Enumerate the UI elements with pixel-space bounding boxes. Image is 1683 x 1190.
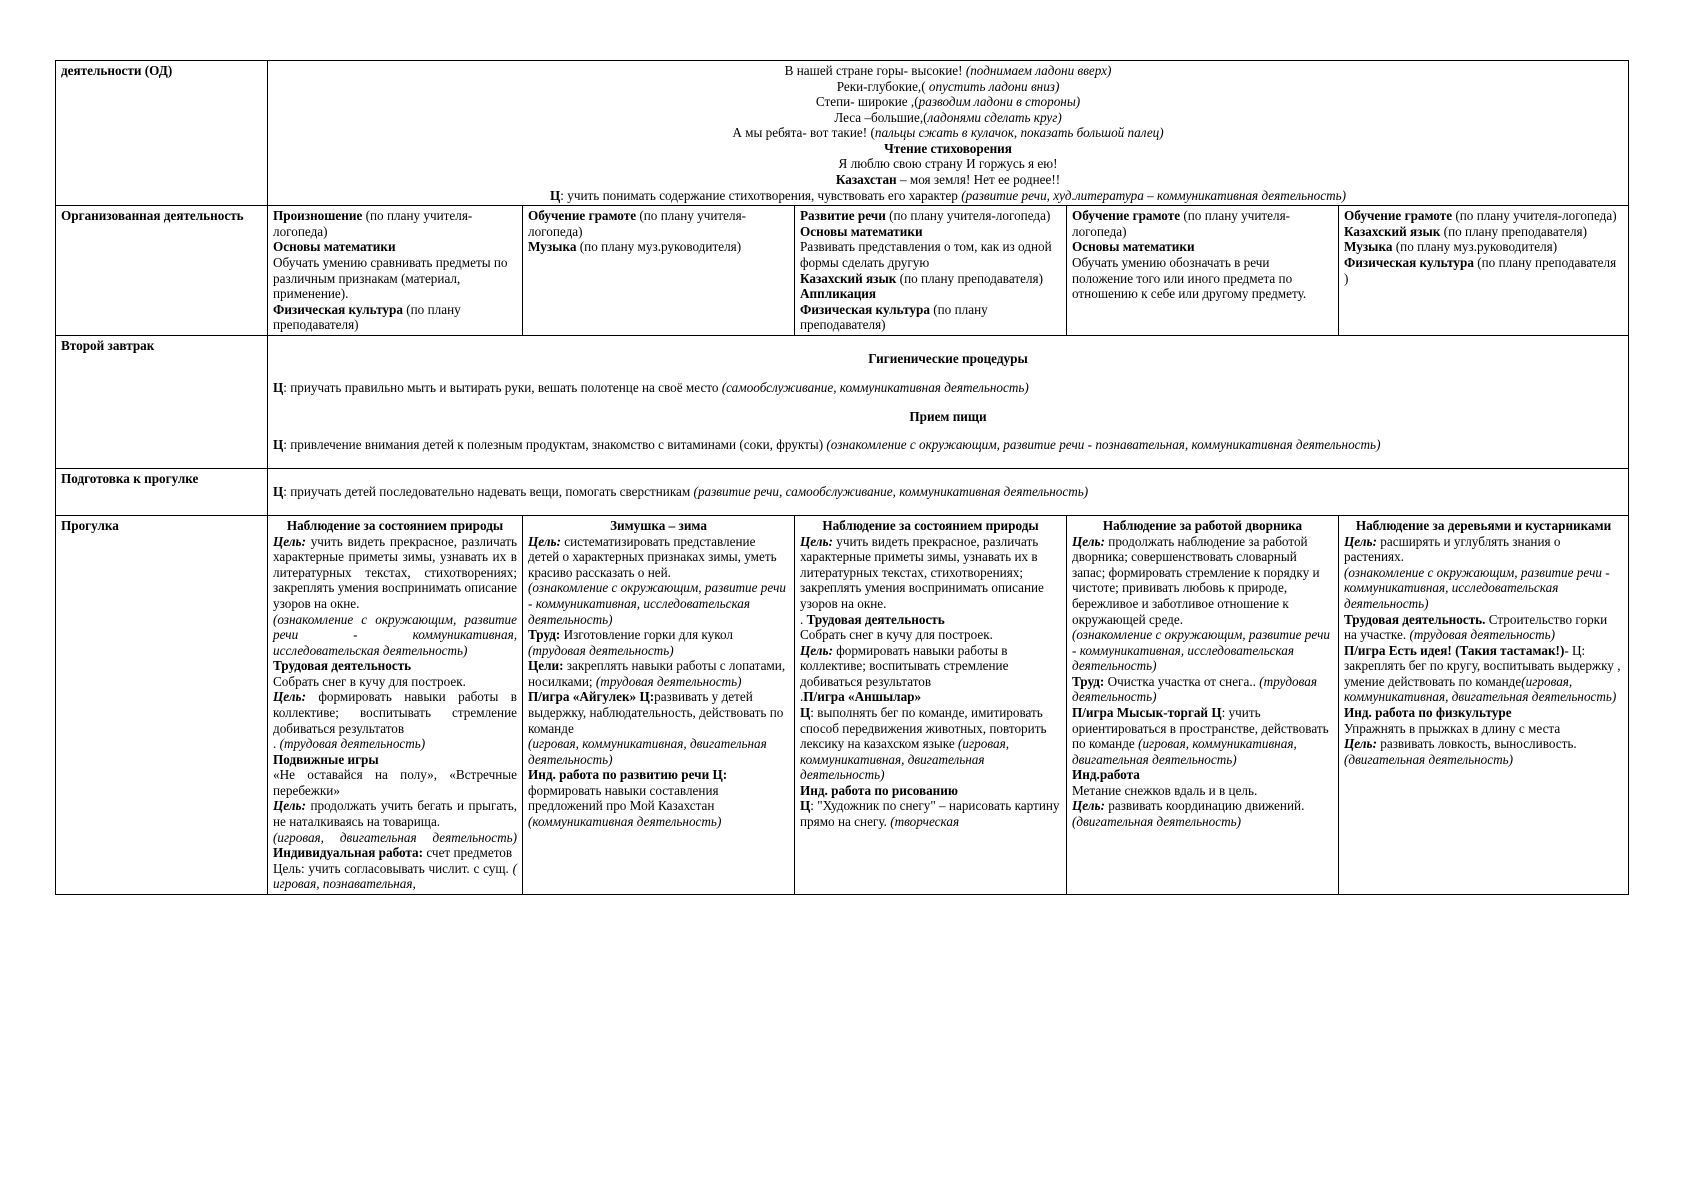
- subject-name: Физическая культура: [800, 301, 930, 317]
- walk-entry: [273, 752, 517, 768]
- walk-entry-text: формировать навыки работы в коллективе; воспитывать стремление добиваться результатов: [273, 689, 517, 736]
- walk-entry: [273, 674, 517, 690]
- poem-line-plain: А мы ребята- вот такие! (: [732, 125, 875, 141]
- subject-detail: (по плану преподавателя): [273, 301, 461, 333]
- walk-entry-text-2: счет предметов: [423, 845, 513, 861]
- subject-entry: [1344, 255, 1623, 286]
- poem-line: [273, 94, 1623, 110]
- subject-entry: [528, 239, 789, 255]
- walk-entry-goal-label: Цель:: [273, 533, 306, 549]
- walk-entry: [273, 534, 517, 612]
- walk-entry-heading: Подвижные игры: [273, 751, 379, 767]
- walk-entry-text: продолжать учить бегать и прыгать, не наталкиваясь на товарища.: [273, 798, 517, 830]
- walk-entry: [800, 643, 1061, 690]
- hygiene-goal-italic: (самообслуживание, коммуникативная деятельность): [721, 379, 1029, 395]
- walk-entry-italic-2: (трудовая деятельность): [1072, 673, 1317, 705]
- walk-entry-text: Строительство горки на участке.: [1344, 611, 1608, 643]
- row-label-walk: [56, 516, 268, 895]
- walk-entry-italic-2: (трудовая деятельность): [279, 736, 426, 752]
- subject-detail: (по плану муз.руководителя): [576, 239, 742, 255]
- subject-name: Казахский язык: [800, 270, 897, 286]
- walk-entry-italic-2: (игровая, коммуникативная, двигательная деятельность): [800, 736, 1010, 783]
- walk-entry: [800, 612, 1061, 628]
- walk-entry-text: Изготовление горки для кукол: [560, 627, 733, 643]
- walk-entry-goal-label: Цель:: [1344, 736, 1377, 752]
- subject-detail: Обучать умению обозначать в речи положение того или иного предмета по отношению к себе или другому предмету.: [1072, 254, 1307, 302]
- walk-entry: [800, 705, 1061, 783]
- walk-col-title: Наблюдение за работой дворника: [1102, 518, 1303, 534]
- walk-entry-text: систематизировать представление детей о характерных признаках зимы, уметь красиво рассказать о ней.: [528, 533, 777, 580]
- walk-prep-goal-text: : приучать детей последовательно надевать вещи, помогать сверстникам: [283, 484, 694, 500]
- subject-name: Основы математики: [1072, 239, 1195, 255]
- walk-col-title: Зимушка – зима: [610, 518, 707, 534]
- walk-entry-italic: (двигательная деятельность): [1072, 814, 1242, 830]
- reading-line-2-rest: – моя земля! Нет ее роднее!!: [896, 172, 1061, 188]
- row-label-breakfast-text: Второй завтрак: [61, 337, 155, 353]
- walk-entry-text: формировать навыки составления предложений про Мой Казахстан: [528, 782, 719, 814]
- walk-entry-heading-2: Трудовая деятельность: [806, 611, 945, 627]
- walk-entry: [1344, 736, 1623, 752]
- table-row-od: [56, 61, 1629, 206]
- walk-entry: [800, 534, 1061, 612]
- subject-name: Аппликация: [800, 286, 877, 302]
- walk-entry-italic-2: (творческая: [890, 814, 960, 830]
- subject-name: Физическая культура: [1344, 254, 1474, 270]
- table-row-walk: [56, 516, 1629, 895]
- daily-plan-table: [55, 60, 1629, 895]
- table-row-organized: [56, 206, 1629, 336]
- meal-goal-italic: (ознакомление с окружающим, развитие речи - познавательная, коммуникативная деятельность): [826, 437, 1381, 453]
- walk-entry-text: формировать навыки работы в коллективе; воспитывать стремление добиваться результатов: [800, 642, 1009, 689]
- subject-entry: [273, 208, 517, 239]
- row-label-walk-text: Прогулка: [61, 518, 119, 534]
- poem-line: [273, 79, 1623, 95]
- walk-entry: [1072, 627, 1333, 674]
- walk-entry: [528, 658, 789, 689]
- walk-entry-italic-2: (игровая, коммуникативная, двигательная деятельность): [1072, 736, 1297, 767]
- walk-entry-goal-label: Цель:: [273, 689, 306, 705]
- reading-line-1: Я люблю свою страну И горжусь я ею!: [838, 156, 1058, 172]
- walk-entry-italic: (ознакомление с окружающим, развитие речи - коммуникативная, исследовательская деятельность): [1072, 627, 1330, 674]
- subject-name: Музыка: [1344, 239, 1393, 255]
- walk-entry-goal-label: Цель:: [1072, 798, 1105, 814]
- walk-entry-italic: (ознакомление с окружающим, развитие речи - коммуникативная, исследовательская деятельность): [528, 580, 786, 627]
- walk-entry-text: Собрать снег в кучу для построек.: [800, 627, 993, 643]
- subject-entry: [800, 271, 1061, 287]
- subject-entry: [1344, 239, 1623, 255]
- organized-col-5: [1339, 206, 1629, 336]
- walk-entry: [1344, 565, 1623, 612]
- walk-entry-italic-2: (трудовая деятельность): [595, 673, 742, 689]
- walk-entry-text: учить видеть прекрасное, различать характерные приметы зимы, узнавать их в литературных текстах, стихотворениях; закреплять умения воспринимать описание узоров на окне.: [800, 533, 1044, 611]
- walk-entry-text: закреплять навыки работы с лопатами, носилками;: [528, 658, 786, 689]
- subject-name: Обучение грамоте: [1344, 208, 1453, 224]
- walk-entry: [528, 689, 789, 736]
- walk-entry-italic: (двигательная деятельность): [1344, 751, 1514, 767]
- walk-prep-content-cell: [268, 469, 1629, 516]
- od-content-cell: [268, 61, 1629, 206]
- subject-detail: (по плану учителя-логопеда): [1452, 208, 1617, 224]
- subject-detail: Развивать представления о том, как из одной формы сделать другую: [800, 239, 1052, 270]
- walk-entry-text: Собрать снег в кучу для построек.: [273, 673, 466, 689]
- poem-line-plain: В нашей стране горы- высокие!: [784, 63, 963, 78]
- walk-entry-text: : выполнять бег по команде, имитировать способ передвижения животных, повторить лексику на казахском языке: [800, 704, 1047, 752]
- organized-col-4: [1067, 206, 1339, 336]
- subject-name: Музыка: [528, 239, 577, 255]
- walk-entry-text: расширять и углублять знания о растениях.: [1344, 533, 1561, 565]
- poem-block: [273, 63, 1623, 141]
- od-goal-line: [273, 188, 1623, 204]
- subject-detail: Обучать умению сравнивать предметы по различным признакам (материал, применение).: [273, 254, 508, 302]
- walk-entry-goal-label: Цель:: [800, 642, 833, 658]
- walk-entry-heading: Трудовая деятельность.: [1344, 611, 1486, 627]
- poem-line: [273, 125, 1623, 141]
- walk-col-4: [1067, 516, 1339, 895]
- walk-entry: [800, 627, 1061, 643]
- subject-entry: [1072, 239, 1333, 255]
- walk-entry-text: Упражнять в прыжках в длину с места: [1344, 720, 1561, 736]
- walk-entry-heading: Ц: [800, 798, 811, 814]
- walk-entry-heading: П/игра Мысык-торгай Ц: [1072, 704, 1222, 720]
- walk-col-title: Наблюдение за состоянием природы: [822, 518, 1039, 534]
- hygiene-title: Гигиенические процедуры: [868, 351, 1028, 367]
- subject-name: Казахский язык: [1344, 223, 1441, 239]
- walk-entry-goal-label: Цель:: [273, 798, 306, 814]
- walk-entry-text: - Ц: закреплять бег по кругу, воспитывать выдержку , умение действовать по команде: [1344, 642, 1621, 689]
- subject-detail: (по плану учителя-логопеда): [885, 208, 1051, 224]
- walk-entry: [528, 767, 789, 829]
- subject-entry: [1072, 208, 1333, 239]
- subject-detail: (по плану учителя-логопеда): [528, 208, 747, 239]
- poem-line-plain: Леса –большие,(: [834, 109, 928, 125]
- walk-entry-text: : учить ориентироваться в пространстве, действовать по команде: [1072, 704, 1329, 752]
- walk-entry-goal-label: Цель:: [800, 533, 833, 549]
- walk-entry-text: .: [273, 736, 280, 752]
- walk-entry-goal-label: Цель:: [528, 533, 561, 549]
- organized-col-3: [795, 206, 1067, 336]
- od-goal-prefix: Ц: [550, 187, 561, 203]
- walk-entry-heading: Труд:: [1072, 673, 1105, 689]
- walk-entry-heading: Трудовая деятельность: [273, 658, 412, 674]
- subject-entry: [800, 286, 1061, 302]
- subject-entry: [1344, 208, 1623, 224]
- walk-entry-heading: П/игра Есть идея! (Такия тастамак!): [1344, 642, 1565, 658]
- walk-entry: [800, 798, 1061, 829]
- walk-entry: [273, 830, 517, 861]
- table-row-walk-prep: [56, 469, 1629, 516]
- walk-entry: [1072, 783, 1333, 799]
- subject-detail: (по плану учителя-логопеда): [273, 208, 473, 239]
- walk-entry-italic: (игровая, коммуникативная, двигательная деятельность): [528, 736, 767, 767]
- walk-entry-heading: П/игра «Айгулек» Ц:: [528, 689, 655, 705]
- walk-entry-text: : "Художник по снегу" – нарисовать картину прямо на снегу.: [800, 798, 1060, 830]
- reading-line-2-bold: Казахстан: [835, 172, 897, 188]
- walk-entry-heading: Инд. работа по развитию речи Ц:: [528, 767, 728, 783]
- reading-title-text: Чтение стиховорения: [884, 140, 1012, 156]
- walk-entry: [1072, 534, 1333, 627]
- walk-entry: [273, 658, 517, 674]
- meal-goal-prefix: Ц: [273, 437, 284, 453]
- subject-name: Основы математики: [273, 239, 396, 255]
- walk-entry: [273, 736, 517, 752]
- subject-entry: [273, 239, 517, 255]
- breakfast-content-cell: [268, 335, 1629, 468]
- walk-entry: [528, 580, 789, 627]
- poem-line-italic: (поднимаем ладони вверх): [962, 63, 1112, 78]
- walk-entry: [1072, 674, 1333, 705]
- walk-entry-text: развивать ловкость, выносливость.: [1376, 736, 1577, 752]
- walk-entry-heading: Цели:: [528, 658, 564, 674]
- walk-entry-heading-2: Индивидуальная работа:: [273, 845, 424, 861]
- walk-entry-text: Очистка участка от снега..: [1104, 673, 1260, 689]
- subject-detail: (по плану преподавателя ): [1344, 254, 1617, 286]
- subject-name: Обучение грамоте: [528, 208, 637, 224]
- poem-line-plain: Реки-глубокие,(: [836, 78, 926, 94]
- walk-entry-heading: Инд.работа: [1072, 767, 1140, 783]
- row-label-breakfast: [56, 335, 268, 468]
- walk-entry: [1344, 643, 1623, 705]
- walk-entry: [528, 736, 789, 767]
- reading-title: [273, 141, 1623, 157]
- walk-col-title: Наблюдение за состоянием природы: [286, 518, 504, 534]
- od-goal-text: : учить понимать содержание стихотворения, чувствовать его характер: [560, 187, 962, 203]
- walk-entry-text: развивать координацию движений.: [1104, 798, 1305, 814]
- walk-entry-heading-2: П/игра «Аншылар»: [803, 689, 922, 705]
- subject-detail: (по плану преподавателя): [896, 270, 1044, 286]
- row-label-organized-text: Организованная деятельность: [61, 208, 244, 224]
- row-label-walk-prep-text: Подготовка к прогулке: [61, 471, 199, 487]
- subject-detail: (по плану преподавателя): [1440, 223, 1588, 239]
- walk-entry: [1344, 612, 1623, 643]
- walk-entry: [1072, 814, 1333, 830]
- hygiene-goal: [273, 380, 1623, 396]
- walk-entry: [1344, 534, 1623, 565]
- meal-goal: [273, 437, 1623, 453]
- walk-entry: [1344, 705, 1623, 721]
- walk-entry: [800, 689, 1061, 705]
- od-goal-italic: (развитие речи, худ.литература – коммуникативная деятельность): [961, 187, 1346, 203]
- subject-name: Развитие речи: [800, 208, 886, 224]
- walk-col-1: [268, 516, 523, 895]
- row-label-walk-prep: [56, 469, 268, 516]
- walk-col-3: [795, 516, 1067, 895]
- walk-entry-italic: (игровая, двигательная деятельность): [273, 829, 517, 845]
- walk-entry: [1072, 798, 1333, 814]
- meal-goal-text: : привлечение внимания детей к полезным продуктам, знакомство с витаминами (соки, фрукты): [283, 437, 827, 453]
- row-label-organized: [56, 206, 268, 336]
- walk-entry-italic-2: ( игровая, познавательная,: [273, 860, 517, 892]
- poem-line-italic: опустить ладони вниз): [925, 78, 1060, 94]
- subject-entry: [528, 208, 789, 239]
- organized-col-1: [268, 206, 523, 336]
- walk-entry-heading: Инд. работа по рисованию: [800, 782, 958, 798]
- walk-entry: [1344, 721, 1623, 737]
- walk-entry-goal-label: Цель:: [1344, 533, 1377, 549]
- walk-entry: [273, 689, 517, 736]
- walk-prep-goal-italic: (развитие речи, самообслуживание, коммуникативная деятельность): [693, 484, 1089, 500]
- walk-entry-text: учить видеть прекрасное, различать характерные приметы зимы, узнавать их в литературных текстах, стихотворениях; закреплять умения воспринимать описание узоров на окне.: [273, 533, 517, 611]
- walk-entry-text: .: [800, 611, 807, 627]
- walk-entry-heading: Труд:: [528, 627, 561, 643]
- walk-entry-goal-label: Цель:: [1072, 533, 1105, 549]
- subject-detail: (по плану учителя-логопеда): [1072, 208, 1291, 239]
- organized-col-2: [523, 206, 795, 336]
- poem-line: [273, 63, 1623, 79]
- walk-entry: [273, 767, 517, 798]
- subject-entry: [273, 302, 517, 333]
- subject-name: Произношение: [273, 208, 363, 224]
- walk-entry-text: Цель: учить согласовывать числит. с сущ.: [273, 860, 513, 876]
- walk-entry-text: Метание снежков вдаль и в цель.: [1072, 782, 1258, 798]
- subject-detail: (по плану муз.руководителя): [1392, 239, 1558, 255]
- walk-prep-goal: [273, 484, 1623, 500]
- subject-entry: [1344, 224, 1623, 240]
- walk-entry: [1344, 752, 1623, 768]
- row-label-od-text: деятельности (ОД): [61, 63, 173, 78]
- walk-prep-goal-prefix: Ц: [273, 484, 284, 500]
- subject-entry: [800, 224, 1061, 240]
- walk-entry: [1072, 767, 1333, 783]
- reading-line-2: [273, 172, 1623, 188]
- walk-entry-italic: (ознакомление с окружающим, развитие речи - коммуникативная, исследовательская деятельность): [1344, 564, 1610, 611]
- walk-col-2: [523, 516, 795, 895]
- walk-entry: [528, 627, 789, 658]
- hygiene-goal-prefix: Ц: [273, 379, 284, 395]
- poem-line-italic: ладонями сделать круг): [927, 109, 1062, 125]
- walk-entry: [528, 534, 789, 581]
- walk-entry-italic: (ознакомление с окружающим, развитие речи - коммуникативная, исследовательская деятельность): [273, 611, 517, 658]
- walk-entry: [1072, 705, 1333, 767]
- walk-entry: [273, 861, 517, 892]
- walk-entry-heading: Инд. работа по физкультуре: [1344, 704, 1512, 720]
- row-label-od: [56, 61, 268, 206]
- subject-entry: [800, 239, 1061, 270]
- subject-detail: (по плану преподавателя): [800, 301, 988, 333]
- poem-line-plain: Степи- широкие ,(: [815, 94, 919, 110]
- subject-entry: [273, 255, 517, 302]
- walk-entry: [273, 612, 517, 659]
- walk-col-title: Наблюдение за деревьями и кустарниками: [1355, 518, 1612, 534]
- poem-line: [273, 110, 1623, 126]
- subject-name: Основы математики: [800, 223, 923, 239]
- walk-entry-italic-2: (игровая, коммуникативная, двигательная деятельность): [1344, 673, 1617, 705]
- meal-title: Прием пищи: [909, 408, 987, 424]
- walk-entry-text: развивать у детей выдержку, наблюдательность, действовать по команде: [528, 689, 784, 736]
- subject-name: Физическая культура: [273, 301, 403, 317]
- hygiene-goal-text: : приучать правильно мыть и вытирать руки, вешать полотенце на своё место: [283, 379, 722, 395]
- subject-entry: [1072, 255, 1333, 302]
- poem-line-italic: разводим ладони в стороны): [918, 94, 1081, 110]
- walk-entry: [800, 783, 1061, 799]
- walk-entry-italic-2: (коммуникативная деятельность): [528, 814, 722, 830]
- walk-entry-heading: Ц: [800, 704, 811, 720]
- subject-entry: [800, 302, 1061, 333]
- walk-entry-italic-2: (трудовая деятельность): [1409, 627, 1556, 643]
- walk-entry: [273, 798, 517, 829]
- walk-col-5: [1339, 516, 1629, 895]
- walk-entry-text: .: [800, 689, 804, 705]
- walk-entry-text: «Не оставайся на полу», «Встречные перебежки»: [273, 767, 517, 798]
- subject-entry: [800, 208, 1061, 224]
- subject-name: Обучение грамоте: [1072, 208, 1181, 224]
- walk-entry-text: продолжать наблюдение за работой дворника; совершенствовать словарный запас; формировать стремление к порядку и чистоте; прививать любовь к природе, бережливое и заботливое отношение к окружающей среде.: [1072, 533, 1320, 627]
- poem-line-italic: пальцы сжать в кулачок, показать большой палец): [874, 125, 1164, 141]
- table-row-breakfast: [56, 335, 1629, 468]
- walk-entry-italic-2: (трудовая деятельность): [528, 642, 674, 658]
